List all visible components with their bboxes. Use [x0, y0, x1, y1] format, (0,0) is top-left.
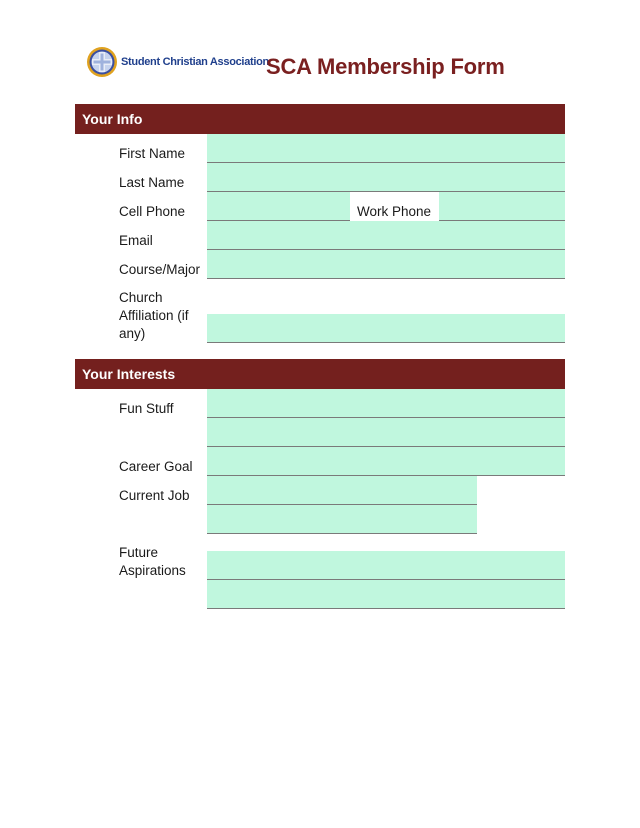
- course-major-label: Course/Major: [119, 262, 201, 277]
- future-aspirations-field-1[interactable]: [207, 551, 565, 580]
- last-name-label: Last Name: [119, 175, 185, 190]
- first-name-label: First Name: [119, 146, 186, 161]
- church-affiliation-label: [119, 289, 189, 343]
- future-label-line-1: Future: [119, 545, 159, 560]
- church-label-line-3: any): [119, 326, 146, 341]
- church-label-line-2: Affiliation (if: [119, 308, 189, 323]
- logo-text: Student Christian Association: [121, 56, 269, 68]
- future-label-line-2: Aspirations: [119, 563, 186, 578]
- work-phone-field[interactable]: [439, 192, 565, 221]
- career-goal-label: Career Goal: [119, 459, 193, 474]
- cell-phone-field[interactable]: [207, 192, 350, 221]
- section-header-your-info: Your Info: [75, 104, 565, 134]
- fun-stuff-field-2[interactable]: [207, 418, 565, 447]
- sca-cross-emblem-icon: [86, 46, 118, 78]
- sca-logo: [86, 46, 269, 78]
- future-aspirations-field-2[interactable]: [207, 580, 565, 609]
- current-job-label: Current Job: [119, 488, 190, 503]
- church-label-line-1: Church: [119, 290, 163, 305]
- email-field[interactable]: [207, 221, 565, 250]
- email-label: Email: [119, 233, 153, 248]
- fun-stuff-label: Fun Stuff: [119, 401, 174, 416]
- last-name-field[interactable]: [207, 163, 565, 192]
- page-title: SCA Membership Form: [266, 54, 505, 79]
- work-phone-label: Work Phone: [357, 204, 432, 219]
- current-job-field-2[interactable]: [207, 505, 477, 534]
- cell-phone-label: Cell Phone: [119, 204, 186, 219]
- section-header-your-interests: Your Interests: [75, 359, 565, 389]
- career-goal-field[interactable]: [207, 447, 565, 476]
- first-name-field[interactable]: [207, 134, 565, 163]
- church-affiliation-field[interactable]: [207, 314, 565, 343]
- current-job-field-1[interactable]: [207, 476, 477, 505]
- fun-stuff-field-1[interactable]: [207, 389, 565, 418]
- course-major-field[interactable]: [207, 250, 565, 279]
- future-aspirations-label: [119, 544, 186, 580]
